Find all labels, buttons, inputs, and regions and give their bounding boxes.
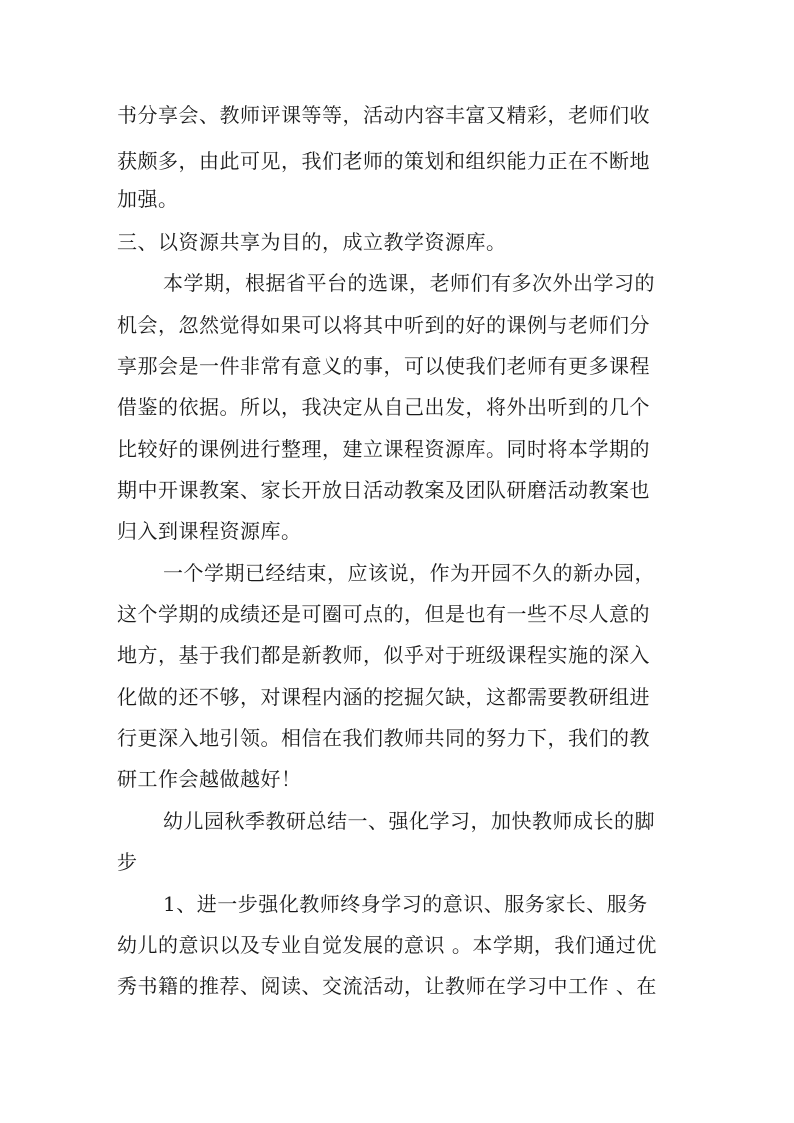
text-line: 机会，忽然觉得如果可以将其中听到的好的课例与老师们分 (117, 313, 650, 337)
text-line: 一个学期已经结束，应该说，作为开园不久的新办园， (163, 561, 655, 585)
text-line: 加强。 (117, 187, 179, 211)
text-line: 这个学期的成绩还是可圈可点的，但是也有一些不尽人意的 (117, 602, 650, 626)
text-line: 步 (117, 850, 138, 874)
text-line: 期中开课教案、家长开放日活动教案及团队研磨活动教案也 (117, 478, 650, 502)
text-line: 化做的还不够，对课程内涵的挖掘欠缺，这都需要教研组进 (117, 685, 650, 709)
text-line: 书分享会、教师评课等等，活动内容丰富又精彩，老师们收 (117, 103, 650, 127)
text-line: 行更深入地引领。相信在我们教师共同的努力下，我们的教 (117, 726, 650, 750)
text-line: 幼儿的意识以及专业自觉发展的意识 。本学期，我们通过优 (117, 933, 657, 957)
text-line: 享那会是一件非常有意义的事，可以使我们老师有更多课程 (117, 354, 650, 378)
text-line: 比较好的课例进行整理，建立课程资源库。同时将本学期的 (117, 437, 650, 461)
text-line: 幼儿园秋季教研总结一、强化学习，加快教师成长的脚 (163, 809, 655, 833)
text-line: 获颇多，由此可见，我们老师的策划和组织能力正在不断地 (117, 149, 650, 173)
text-line: 研工作会越做越好！ (117, 767, 302, 791)
text-line: 地方，基于我们都是新教师，似乎对于班级课程实施的深入 (117, 643, 650, 667)
text-line: 秀书籍的推荐、阅读、交流活动，让教师在学习中工作 、在 (117, 974, 657, 998)
text-line: 借鉴的依据。所以，我决定从自己出发，将外出听到的几个 (117, 395, 650, 419)
section-heading: 三、以资源共享为目的，成立教学资源库。 (117, 230, 507, 254)
text-line: 归入到课程资源库。 (117, 519, 302, 543)
text-line: 1、进一步强化教师终身学习的意识、服务家长、服务 (163, 892, 648, 916)
text-line: 本学期，根据省平台的选课，老师们有多次外出学习的 (163, 271, 655, 295)
